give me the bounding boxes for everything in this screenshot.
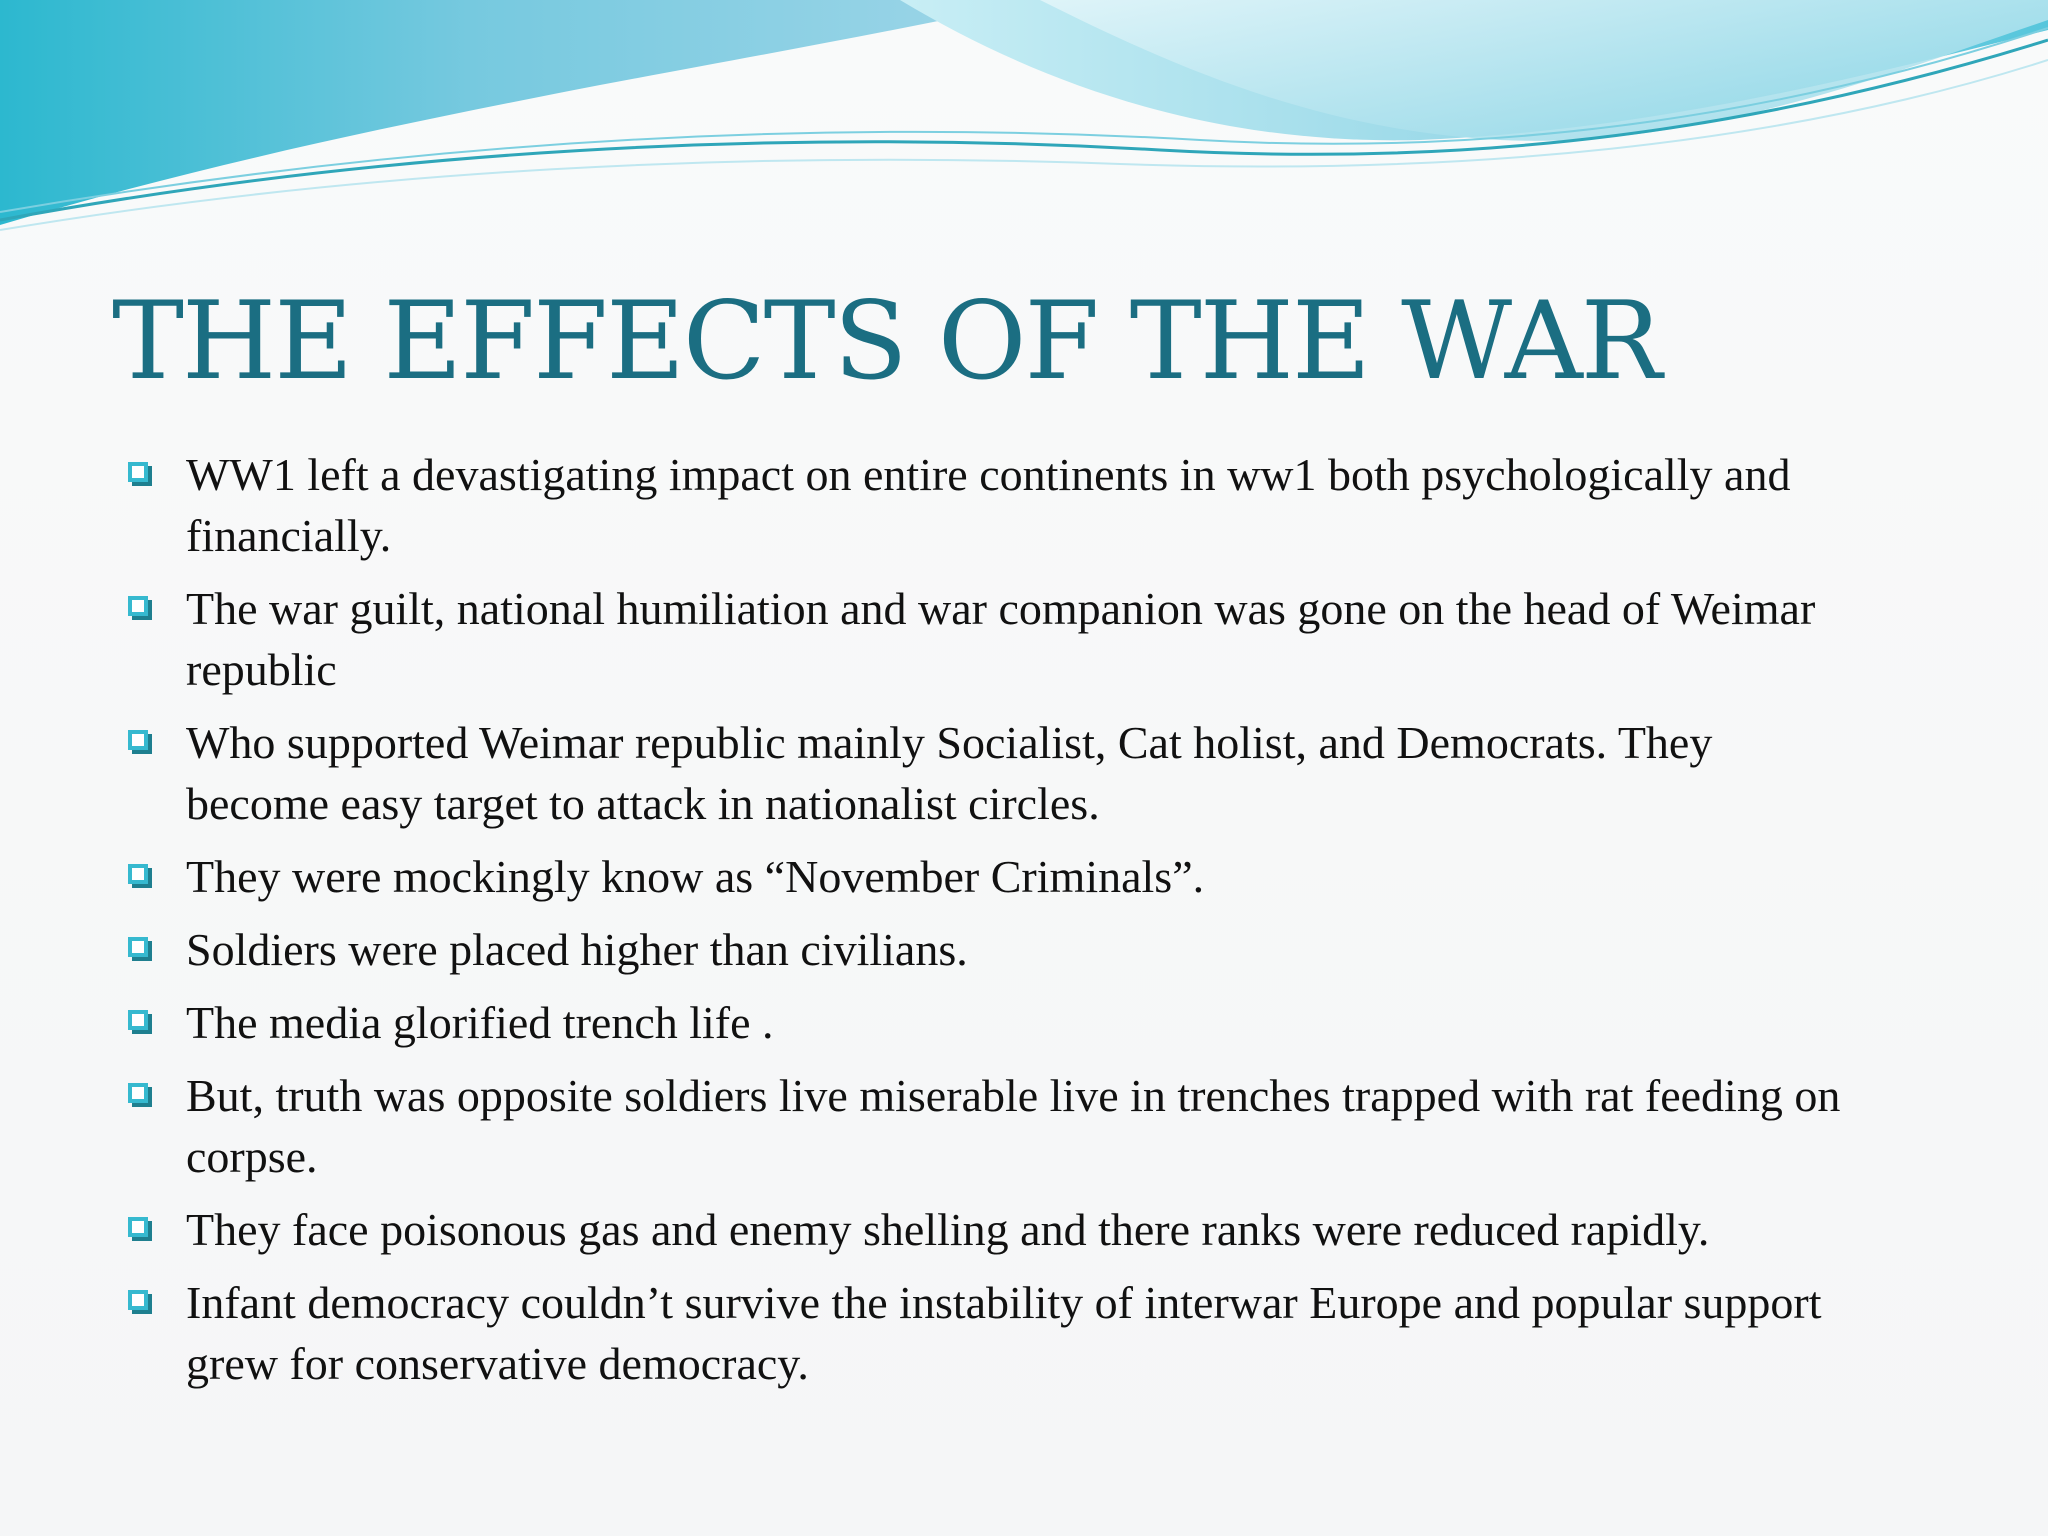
hollow-square-bullet-icon — [128, 1083, 148, 1103]
bullet-item — [124, 712, 1864, 834]
bullet-item — [124, 919, 1864, 980]
bullet-item — [124, 1065, 1864, 1187]
bullet-item — [124, 1272, 1864, 1394]
bullet-list — [124, 444, 1864, 1406]
bullet-text: They face poisonous gas and enemy shelling and there ranks were reduced rapidly. — [186, 1204, 1710, 1255]
hollow-square-bullet-icon — [128, 596, 148, 616]
bullet-text: They were mockingly know as “November Criminals”. — [186, 851, 1205, 902]
wave-header-decoration — [0, 0, 2048, 240]
hollow-square-bullet-icon — [128, 1217, 148, 1237]
bullet-text: Infant democracy couldn’t survive the instability of interwar Europe and popular support grew for conservative democracy. — [186, 1277, 1822, 1389]
hollow-square-bullet-icon — [128, 937, 148, 957]
hollow-square-bullet-icon — [128, 462, 148, 482]
hollow-square-bullet-icon — [128, 1290, 148, 1310]
bullet-text: The media glorified trench life . — [186, 997, 774, 1048]
bullet-item — [124, 846, 1864, 907]
slide-title: THE EFFECTS OF THE WAR — [112, 279, 1661, 404]
bullet-text: Who supported Weimar republic mainly Socialist, Cat holist, and Democrats. They become easy target to attack in nationalist circles. — [186, 717, 1713, 829]
bullet-text: Soldiers were placed higher than civilians. — [186, 924, 968, 975]
hollow-square-bullet-icon — [128, 1010, 148, 1030]
bullet-item — [124, 992, 1864, 1053]
bullet-text: WW1 left a devastigating impact on entire continents in ww1 both psychologically and financially. — [186, 449, 1791, 561]
bullet-text: The war guilt, national humiliation and war companion was gone on the head of Weimar republic — [186, 583, 1816, 695]
hollow-square-bullet-icon — [128, 864, 148, 884]
hollow-square-bullet-icon — [128, 730, 148, 750]
bullet-text: But, truth was opposite soldiers live miserable live in trenches trapped with rat feeding on corpse. — [186, 1070, 1841, 1182]
bullet-item — [124, 444, 1864, 566]
bullet-item — [124, 1199, 1864, 1260]
bullet-item — [124, 578, 1864, 700]
